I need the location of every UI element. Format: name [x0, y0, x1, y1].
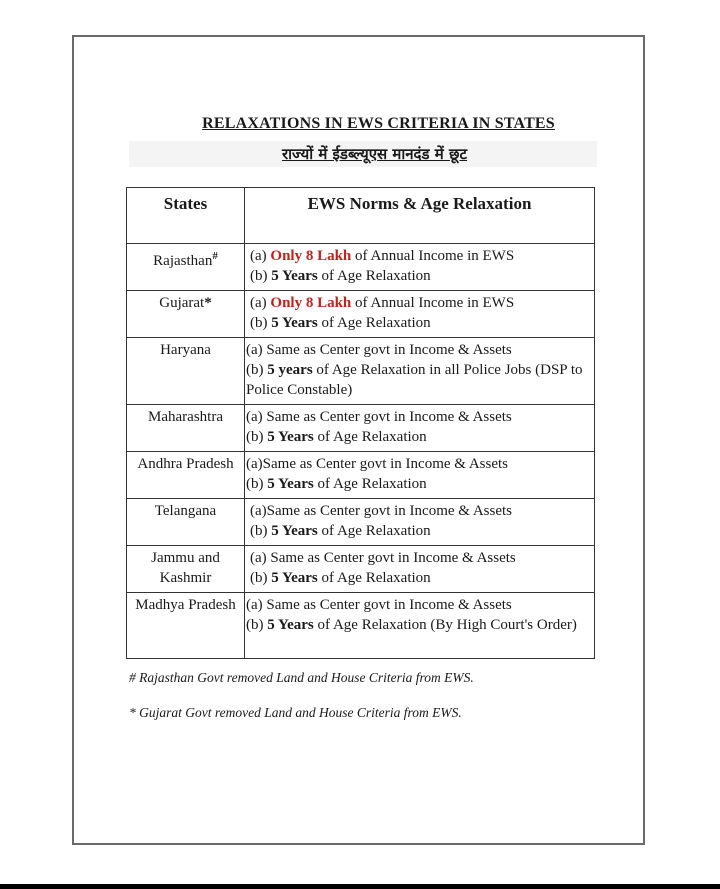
norm-text: (b) [250, 268, 272, 284]
state-name: Maharashtra [148, 409, 223, 425]
document-title: RELAXATIONS IN EWS CRITERIA IN STATES [202, 115, 555, 132]
norm-line [250, 293, 592, 313]
table-row [127, 405, 595, 452]
header-states: States [127, 188, 245, 244]
age-relaxation-highlight: 5 Years [271, 315, 318, 331]
state-name: Andhra Pradesh [137, 456, 234, 472]
document-page [72, 35, 645, 845]
state-cell [127, 499, 245, 546]
norm-line [250, 568, 592, 588]
norm-text: (a) Same as Center govt in Income & Assets [250, 550, 516, 566]
footnote-rajasthan: # Rajasthan Govt removed Land and House Criteria from EWS. [129, 670, 474, 685]
norm-text: of Age Relaxation [317, 315, 431, 331]
norm-line [250, 521, 592, 541]
norm-line [246, 474, 592, 494]
age-relaxation-highlight: 5 Years [271, 268, 318, 284]
table-row [127, 452, 595, 499]
norm-text: (b) [250, 315, 272, 331]
norm-text: (a) Same as Center govt in Income & Assets [246, 409, 512, 425]
age-relaxation-highlight: 5 Years [267, 476, 314, 492]
income-limit-highlight: Only 8 Lakh [270, 248, 352, 264]
state-name: Rajasthan [153, 253, 213, 269]
norm-line [250, 548, 592, 568]
table-row [127, 338, 595, 405]
norm-line [246, 454, 592, 474]
state-cell [127, 405, 245, 452]
norm-text: (a) Same as Center govt in Income & Assets [246, 597, 512, 613]
age-relaxation-highlight: 5 Years [267, 617, 314, 633]
norm-text: of Age Relaxation (By High Court's Order) [313, 617, 577, 633]
norm-line [246, 595, 592, 615]
norm-text: (a) [250, 295, 271, 311]
state-cell [127, 244, 245, 291]
norm-line [250, 266, 592, 286]
ews-relaxation-table [126, 187, 595, 659]
state-cell [127, 593, 245, 659]
norm-text: of Age Relaxation [317, 523, 431, 539]
norm-text: (a)Same as Center govt in Income & Assets [250, 503, 513, 519]
norms-cell [245, 338, 595, 405]
norm-text: (b) [246, 429, 268, 445]
norm-text: of Age Relaxation [313, 476, 427, 492]
norm-text: (a) [250, 248, 271, 264]
norms-cell [245, 593, 595, 659]
norms-cell [245, 291, 595, 338]
header-ews-norms: EWS Norms & Age Relaxation [245, 188, 595, 244]
table-header-row [127, 188, 595, 244]
bottom-edge-bar [0, 884, 720, 889]
age-relaxation-highlight: 5 Years [271, 523, 318, 539]
table-row [127, 499, 595, 546]
table-body [127, 244, 595, 659]
norm-text: of Age Relaxation [317, 268, 431, 284]
state-cell [127, 546, 245, 593]
state-cell [127, 291, 245, 338]
age-relaxation-highlight: 5 Years [267, 429, 314, 445]
norm-text: of Age Relaxation [317, 570, 431, 586]
age-relaxation-highlight: 5 Years [271, 570, 318, 586]
footnote-gujarat: * Gujarat Govt removed Land and House Criteria from EWS. [129, 705, 462, 720]
age-relaxation-highlight: 5 years [267, 362, 313, 378]
norm-text: (a) Same as Center govt in Income & Assets [246, 342, 512, 358]
norm-line [250, 246, 592, 266]
income-limit-highlight: Only 8 Lakh [270, 295, 352, 311]
norms-cell [245, 405, 595, 452]
document-subtitle-hindi: राज्यों में ईडब्ल्यूएस मानदंड में छूट [281, 145, 468, 163]
norm-text: of Age Relaxation [313, 429, 427, 445]
norm-line [246, 340, 592, 360]
table-row [127, 291, 595, 338]
norm-text: of Annual Income in EWS [351, 248, 515, 264]
norm-text: (b) [250, 523, 272, 539]
table-row [127, 244, 595, 291]
state-cell [127, 338, 245, 405]
state-name: Haryana [160, 342, 211, 358]
norm-line [250, 501, 592, 521]
norm-text: (b) [246, 617, 268, 633]
norm-text: (b) [246, 362, 268, 378]
table-row [127, 593, 595, 659]
norms-cell [245, 499, 595, 546]
footnote-mark: * [204, 295, 212, 311]
norm-text: of Age Relaxation in all Police Jobs (DSP to Police Constable) [246, 362, 583, 398]
norm-text: (b) [246, 476, 268, 492]
norm-text: (a)Same as Center govt in Income & Assets [246, 456, 509, 472]
norm-text: of Annual Income in EWS [351, 295, 515, 311]
norm-line [246, 407, 592, 427]
state-name: Jammu and Kashmir [151, 550, 220, 586]
state-name: Telangana [154, 503, 217, 519]
norm-line [246, 427, 592, 447]
norms-cell [245, 244, 595, 291]
norm-text: (b) [250, 570, 272, 586]
table-row [127, 546, 595, 593]
state-cell [127, 452, 245, 499]
state-name: Madhya Pradesh [135, 597, 236, 613]
norm-line [246, 615, 592, 635]
norm-line [246, 360, 592, 400]
state-name: Gujarat [159, 295, 205, 311]
norm-line [250, 313, 592, 333]
footnote-mark: # [212, 250, 218, 262]
norms-cell [245, 452, 595, 499]
norms-cell [245, 546, 595, 593]
